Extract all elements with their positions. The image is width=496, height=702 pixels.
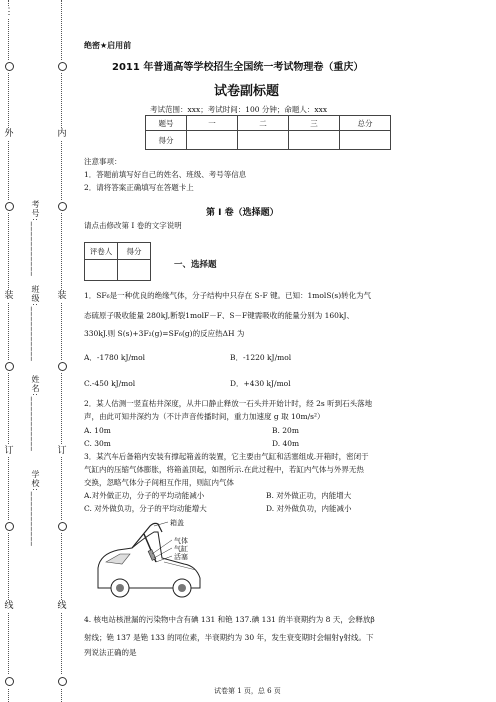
outer-label-2: 装 — [4, 291, 14, 301]
binding-circle — [58, 522, 67, 531]
score-header-cell: 题号 — [146, 116, 187, 131]
q3-line: 交换，忽略气体分子间相互作用，则缸内气体 — [84, 478, 234, 487]
q4-line: 列说法正确的是 — [84, 648, 137, 657]
q3-option-a[interactable]: A.对外做正功，分子的平均动能减小 — [84, 491, 205, 500]
binding-margin — [0, 0, 80, 702]
binding-circle — [5, 62, 14, 71]
q3-option-d[interactable]: D. 对外做负功，内能减小 — [266, 504, 352, 513]
grader-table — [84, 242, 151, 281]
figure-label-cylinder: 气缸 — [174, 545, 188, 553]
section-title: 第 I 卷（选择题） — [206, 208, 279, 218]
q4-line: 射线；铯 137 是铯 133 的同位素，半衰期约为 30 年，发生衰变期时会辐射γ射线。下 — [84, 633, 374, 642]
q1-line: 态硫原子吸收能量 280kJ,断裂1molF－F、S－F键需吸收的能量分别为 160kJ、 — [84, 311, 354, 320]
outer-label-1: 外 — [4, 129, 14, 139]
q1-line: 1．SF₆是一种优良的绝缘气体，分子结构中只存在 S-F 键。已知：1molS(s)转化为气 — [84, 291, 372, 300]
binding-circle — [58, 62, 67, 71]
car-trunk-diagram — [92, 518, 212, 600]
part-title: 一、选择题 — [174, 260, 217, 270]
binding-circle — [5, 677, 14, 686]
outer-label-4: 线 — [4, 601, 14, 611]
notes-title: 注意事项： — [84, 157, 122, 166]
q2-option-c[interactable]: C. 30m — [84, 439, 111, 448]
score-cell[interactable] — [187, 131, 238, 150]
score-cell[interactable] — [289, 131, 340, 150]
binding-circle — [5, 522, 14, 531]
q4-line: 4. 核电站核泄漏的污染物中含有碘 131 和铯 137.碘 131 的半衰期约为 8 天，会释放β — [84, 615, 375, 624]
q1-line: 330kJ.则 S(s)+3F₂(g)=SF₆(g)的反应热ΔH 为 — [84, 329, 245, 338]
binding-circle — [5, 202, 14, 211]
inner-binding-line — [56, 0, 68, 702]
binding-circle — [5, 362, 14, 371]
q2-line: 声，由此可知井深约为（不计声音传播时间，重力加速度 g 取 10m/s²） — [84, 412, 325, 421]
inner-label-4: 线 — [57, 601, 67, 611]
score-header-cell: 三 — [289, 116, 340, 131]
q2-option-d[interactable]: D. 40m — [272, 439, 300, 448]
score-table — [145, 115, 391, 150]
secret-label: 绝密★启用前 — [84, 41, 132, 50]
section-description: 请点击修改第 I 卷的文字说明 — [84, 221, 182, 230]
score-header-cell: 二 — [238, 116, 289, 131]
binding-circle — [58, 202, 67, 211]
notes-item: 1．答题前填写好自己的姓名、班级、考号等信息 — [84, 170, 247, 179]
q1-option-c[interactable]: C.-450 kJ/mol — [84, 379, 136, 388]
q3-line: 3．某汽车后备箱内安装有撑起箱盖的装置，它主要由气缸和活塞组成.开箱时，密闭于 — [84, 452, 369, 461]
name-field[interactable]: 姓名:___________ — [31, 375, 40, 452]
class-field[interactable]: 班级:___________ — [31, 285, 40, 362]
subtitle: 试卷副标题 — [214, 84, 280, 99]
q2-option-b[interactable]: B. 20m — [272, 426, 299, 435]
inner-label-2: 装 — [57, 291, 67, 301]
q1-option-d[interactable]: D．+430 kJ/mol — [230, 379, 291, 388]
q3-option-b[interactable]: B. 对外做正功，内能增大 — [266, 491, 352, 500]
grader-cell[interactable] — [85, 260, 118, 281]
id-field[interactable]: 考号:___________ — [31, 200, 40, 277]
score-row-label: 得分 — [146, 131, 187, 150]
score-header-cell: 总分 — [340, 116, 391, 131]
q3-line: 气缸内的压缩气体膨胀，将箱盖顶起，如图所示.在此过程中，若缸内气体与外界无热 — [84, 465, 364, 474]
q2-line: 2．某人估测一竖直枯井深度，从井口静止释放一石头并开始计时，经 2s 听到石头落地 — [84, 399, 373, 408]
score-cell[interactable] — [238, 131, 289, 150]
figure-label-piston: 活塞 — [174, 553, 188, 561]
school-field[interactable]: 学校:___________ — [31, 470, 40, 547]
outer-label-3: 订 — [4, 446, 14, 456]
outer-dots: ⋮ — [4, 7, 14, 17]
figure-label-gas: 气体 — [174, 537, 188, 545]
binding-circle — [58, 677, 67, 686]
page-footer: 试卷第 1 页，总 6 页 — [214, 687, 281, 695]
grader-cell[interactable] — [118, 260, 151, 281]
binding-circle — [58, 362, 67, 371]
inner-label-3: 订 — [57, 446, 67, 456]
q3-option-c[interactable]: C. 对外做负功，分子的平均动能增大 — [84, 504, 207, 513]
inner-label-1: 内 — [57, 129, 67, 139]
q1-option-a[interactable]: A．-1780 kJ/mol — [84, 353, 146, 362]
grader-header: 得分 — [118, 243, 151, 260]
figure-label-lid: 箱盖 — [170, 519, 184, 527]
notes-item: 2．请将答案正确填写在答题卡上 — [84, 183, 194, 192]
score-cell[interactable] — [340, 131, 391, 150]
score-header-cell: 一 — [187, 116, 238, 131]
car-trunk-figure — [92, 518, 212, 600]
exam-info: 考试范围：xxx；考试时间：100 分钟；命题人：xxx — [150, 105, 328, 114]
outer-binding-line — [3, 0, 15, 702]
exam-title: 2011 年普通高等学校招生全国统一考试物理卷（重庆） — [112, 62, 364, 73]
q2-option-a[interactable]: A. 10m — [84, 426, 111, 435]
grader-header: 评卷人 — [85, 243, 118, 260]
q1-option-b[interactable]: B．-1220 kJ/mol — [230, 353, 292, 362]
